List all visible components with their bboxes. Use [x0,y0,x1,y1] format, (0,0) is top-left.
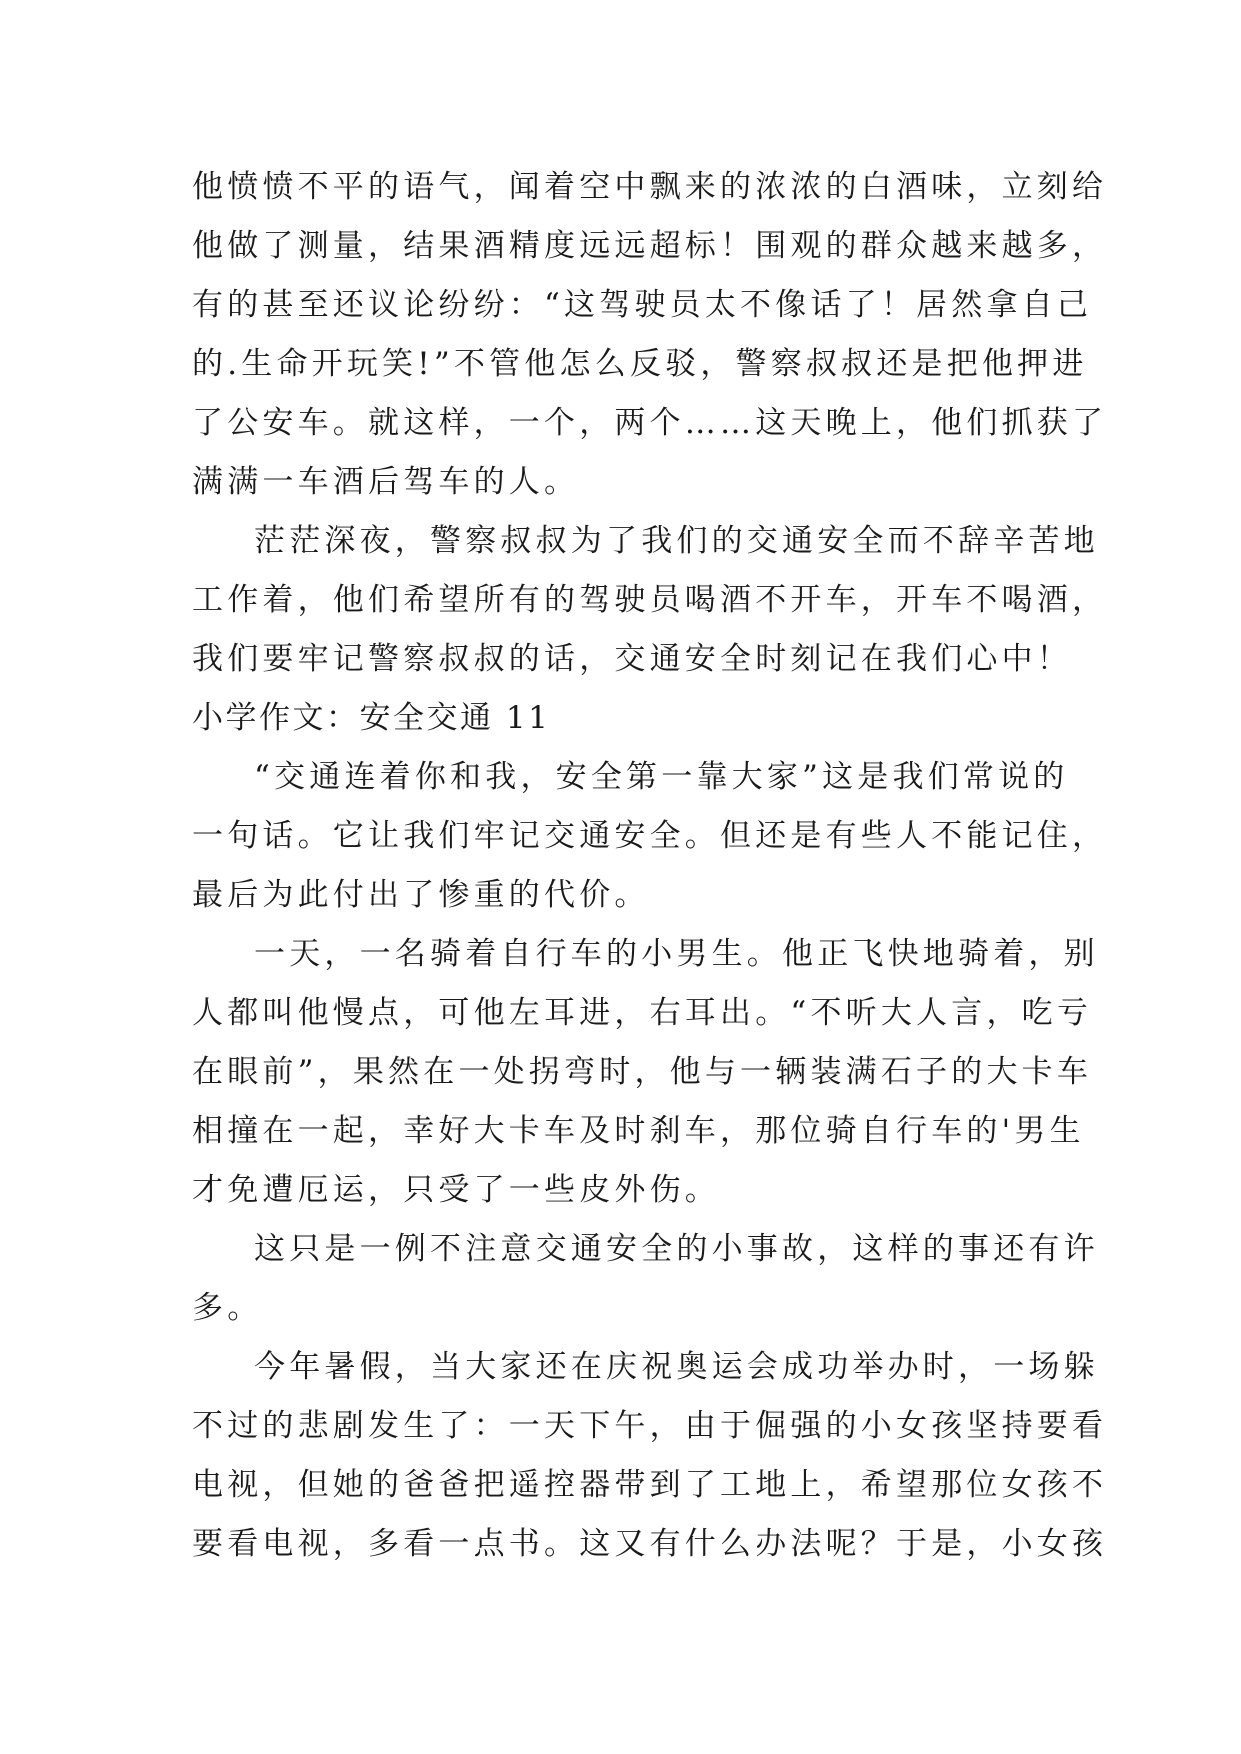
text-line: 不过的悲剧发生了：一天下午，由于倔强的小女孩坚持要看 [192,1408,1108,1444]
paragraph-start-line: 茫茫深夜，警察叔叔为了我们的交通安全而不辞辛苦地 [254,523,1099,559]
text-line: 最后为此付出了惨重的代价。 [192,877,650,913]
text-line: 工作着，他们希望所有的驾驶员喝酒不开车，开车不喝酒， [192,582,1108,618]
text-line: 相撞在一起，幸好大卡车及时刹车，那位骑自行车的'男生 [192,1113,1085,1149]
text-line: 一句话。它让我们牢记交通安全。但还是有些人不能记住， [192,818,1108,854]
text-line: 的.生命开玩笑!”不管他怎么反驳，警察叔叔还是把他押进 [192,346,1088,382]
text-line: 了公安车。就这样，一个，两个……这天晚上，他们抓获了 [192,405,1108,441]
text-line: 在眼前”，果然在一处拐弯时，他与一辆装满石子的大卡车 [192,1054,1093,1090]
text-line: 有的甚至还议论纷纷：“这驾驶员太不像话了！居然拿自己 [192,287,1093,323]
text-line: 满满一车酒后驾车的人。 [192,464,580,500]
text-line: 电视，但她的爸爸把遥控器带到了工地上，希望那位女孩不 [192,1467,1108,1503]
paragraph-start-line: “交通连着你和我，安全第一靠大家”这是我们常说的 [254,759,1069,795]
text-line: 才免遭厄运，只受了一些皮外伤。 [192,1172,720,1208]
text-line: 我们要牢记警察叔叔的话，交通安全时刻记在我们心中！ [192,641,1072,677]
paragraph-start-line: 今年暑假，当大家还在庆祝奥运会成功举办时，一场躲 [254,1349,1099,1385]
text-line: 人都叫他慢点，可他左耳进，右耳出。“不听大人言，吃亏 [192,995,1093,1031]
paragraph-start-line: 这只是一例不注意交通安全的小事故，这样的事还有许 [254,1231,1099,1267]
text-line: 他愤愤不平的语气，闻着空中飘来的浓浓的白酒味，立刻给 [192,169,1108,205]
text-line: 他做了测量，结果酒精度远远超标！围观的群众越来越多， [192,228,1108,264]
paragraph-start-line: 一天，一名骑着自行车的小男生。他正飞快地骑着，别 [254,936,1099,972]
document-body [192,158,1108,1574]
text-line: 要看电视，多看一点书。这又有什么办法呢？于是，小女孩 [192,1526,1108,1562]
essay-title: 小学作文：安全交通 11 [192,700,551,736]
text-line: 多。 [192,1290,263,1326]
